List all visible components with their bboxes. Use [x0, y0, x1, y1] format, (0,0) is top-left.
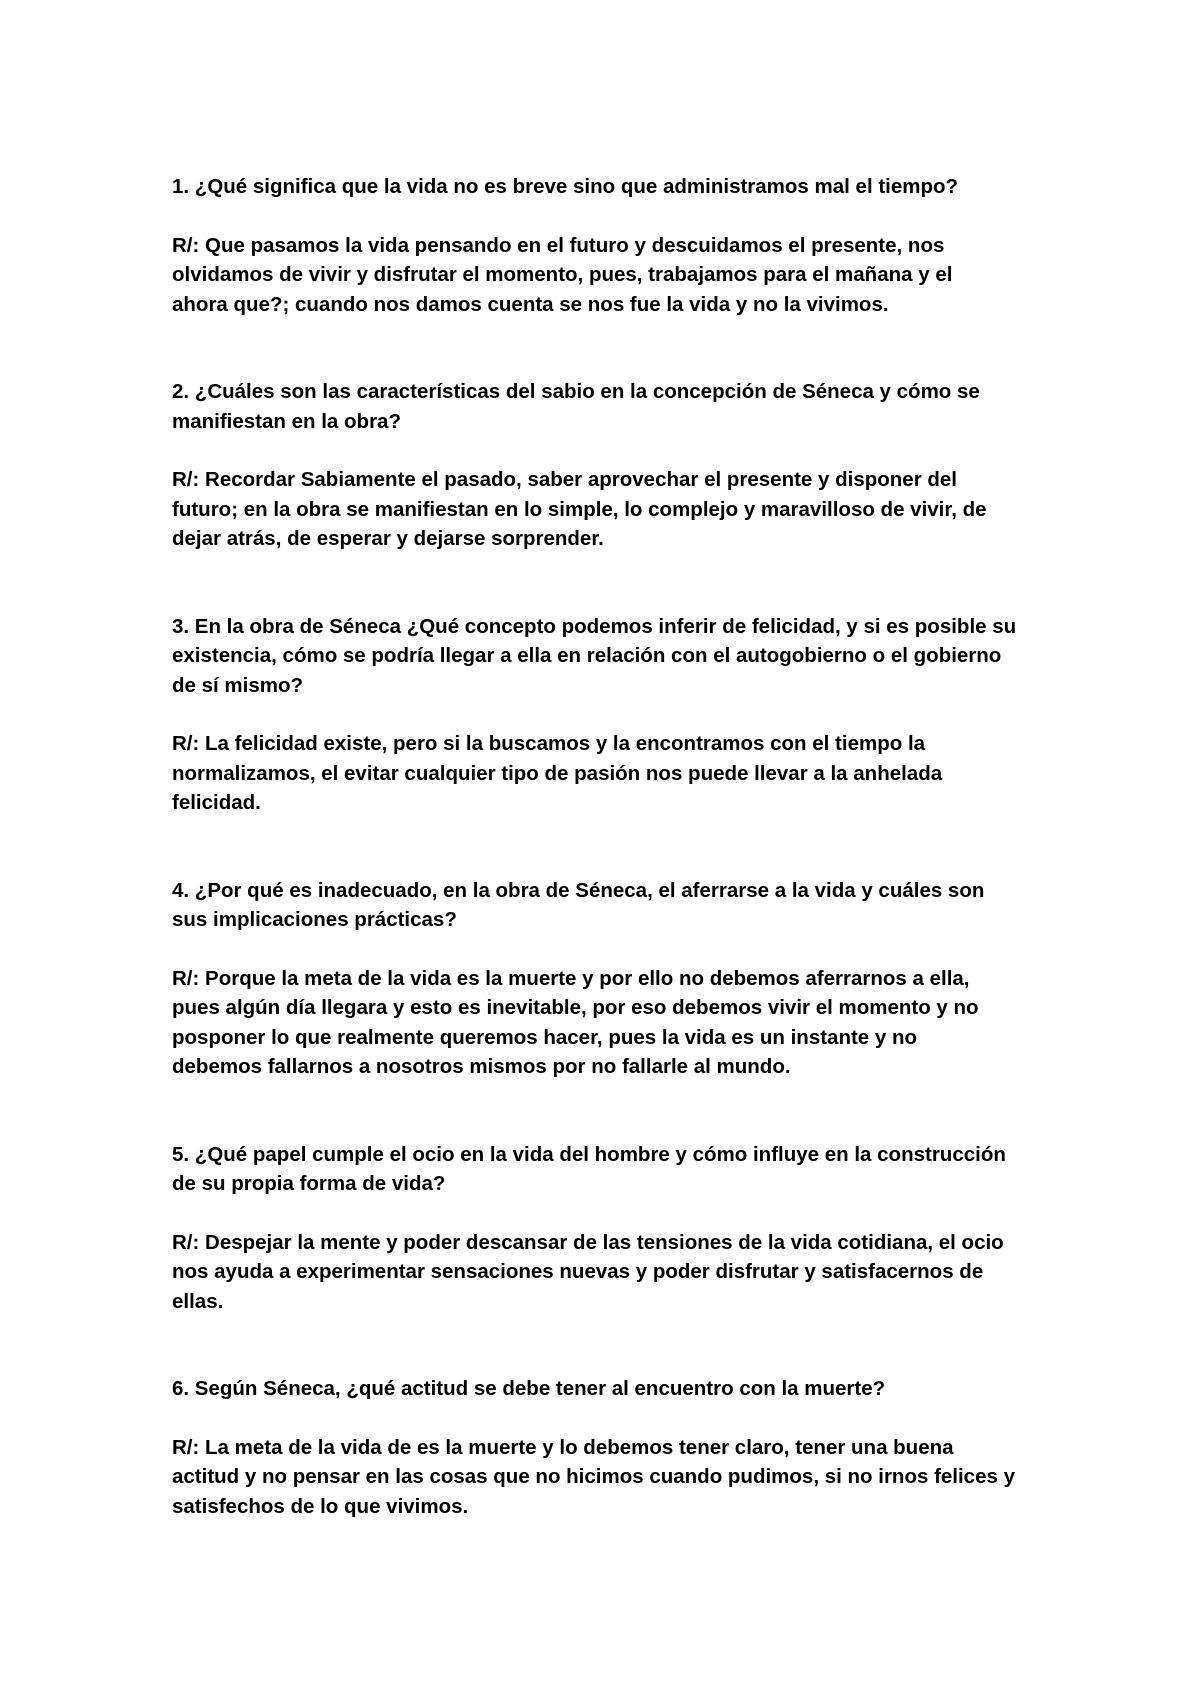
question-3: 3. En la obra de Séneca ¿Qué concepto podemos inferir de felicidad, y si es posible su existencia, cómo se podría llegar a ella en relación con el autogobierno o el gobierno de sí mismo?: [172, 614, 1017, 697]
question-1: 1. ¿Qué significa que la vida no es breve sino que administramos mal el tiempo?: [172, 175, 959, 198]
answer-2: R/: Recordar Sabiamente el pasado, saber aprovechar el presente y disponer del futuro; en la obra se manifiestan en lo simple, lo complejo y maravilloso de vivir, de dejar atrás, de esperar y dejarse sorprender.: [172, 468, 987, 550]
qa-item-2: [172, 377, 1052, 554]
answer-6: R/: La meta de la vida de es la muerte y lo debemos tener claro, tener una buena actitud y no pensar en las cosas que no hicimos cuando pudimos, si no irnos felices y satisfechos de lo que vivimos.: [172, 1435, 1015, 1518]
question-4: 4. ¿Por qué es inadecuado, en la obra de Séneca, el aferrarse a la vida y cuáles son sus implicaciones prácticas?: [172, 878, 985, 931]
question-6: 6. Según Séneca, ¿qué actitud se debe tener al encuentro con la muerte?: [172, 1377, 886, 1400]
qa-item-6: [172, 1374, 1052, 1521]
document-body: [172, 172, 1052, 1521]
answer-4: R/: Porque la meta de la vida es la muerte y por ello no debemos aferrarnos a ella, pues algún día llegara y esto es inevitable, por eso debemos vivir el momento y no posponer lo que realmente queremos hacer, pues la vida es un instante y no debemos fallarnos a nosotros mismos por no fallarle al mundo.: [172, 966, 979, 1078]
question-5: 5. ¿Qué papel cumple el ocio en la vida del hombre y cómo influye en la construcción de su propia forma de vida?: [172, 1142, 1006, 1195]
answer-3: R/: La felicidad existe, pero si la buscamos y la encontramos con el tiempo la normalizamos, el evitar cualquier tipo de pasión nos puede llevar a la anhelada felicidad.: [172, 732, 943, 814]
question-2: 2. ¿Cuáles son las características del sabio en la concepción de Séneca y cómo se manifiestan en la obra?: [172, 380, 980, 433]
answer-5: R/: Despejar la mente y poder descansar de las tensiones de la vida cotidiana, el ocio nos ayuda a experimentar sensaciones nuevas y poder disfrutar y satisfacernos de ellas.: [172, 1230, 1004, 1313]
qa-item-5: [172, 1140, 1052, 1317]
qa-item-4: [172, 876, 1052, 1082]
qa-item-1: [172, 172, 1052, 319]
answer-1: R/: Que pasamos la vida pensando en el futuro y descuidamos el presente, nos olvidamos de vivir y disfrutar el momento, pues, trabajamos para el mañana y el ahora que?; cuando nos damos cuenta se nos fue la vida y no la vivimos.: [172, 233, 953, 316]
qa-item-3: [172, 612, 1052, 818]
